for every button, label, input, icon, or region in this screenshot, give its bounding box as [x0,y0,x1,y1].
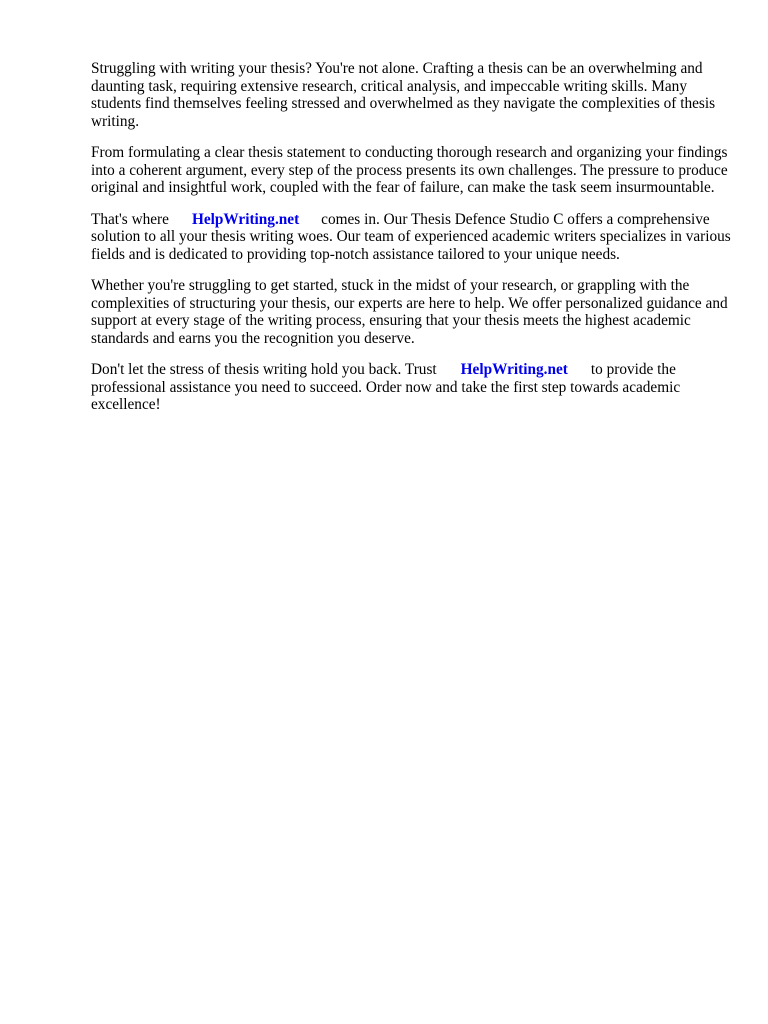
paragraph-support: Whether you're struggling to get started, stuck in the midst of your research, or grappling with the complexities of structuring your thesis, our experts are here to help. We offer personalized guidance and support at every stage of the writing process, ensuring that your thesis meets the highest academic standards and earns you the recognition you deserve. [91,277,728,347]
paragraph-cta-rest: to provide the professional assistance you need to succeed. Order now and take the first step towards academic excellence! [91,361,681,413]
helpwriting-link-cta[interactable]: HelpWriting.net [460,361,568,378]
paragraph-solution-rest: comes in. Our Thesis Defence Studio C offers a comprehensive solution to all your thesis writing woes. Our team of experienced academic writers specializes in various fields and is dedicated to providing top-notch assistance tailored to your unique needs. [91,210,731,263]
paragraph-intro: Struggling with writing your thesis? You're not alone. Crafting a thesis can be an overwhelming and daunting task, requiring extensive research, critical analysis, and impeccable writing skills. Many students find themselves feeling stressed and overwhelmed as they navigate the complexities of thesis writing. [91,60,716,130]
document-body [91,60,731,428]
paragraph-call-to-action [91,361,731,414]
paragraph-cta-lead: Don't let the stress of thesis writing hold you back. Trust [91,361,437,378]
paragraph-solution-lead: That's where [91,210,169,228]
paragraph-solution [91,211,731,264]
helpwriting-link[interactable]: HelpWriting.net [191,210,300,228]
paragraph-challenges: From formulating a clear thesis statement to conducting thorough research and organizing your findings into a coherent argument, every step of the process presents its own challenges. The pressure to produce original and insightful work, coupled with the fear of failure, can make the task seem insurmountable. [91,144,728,196]
